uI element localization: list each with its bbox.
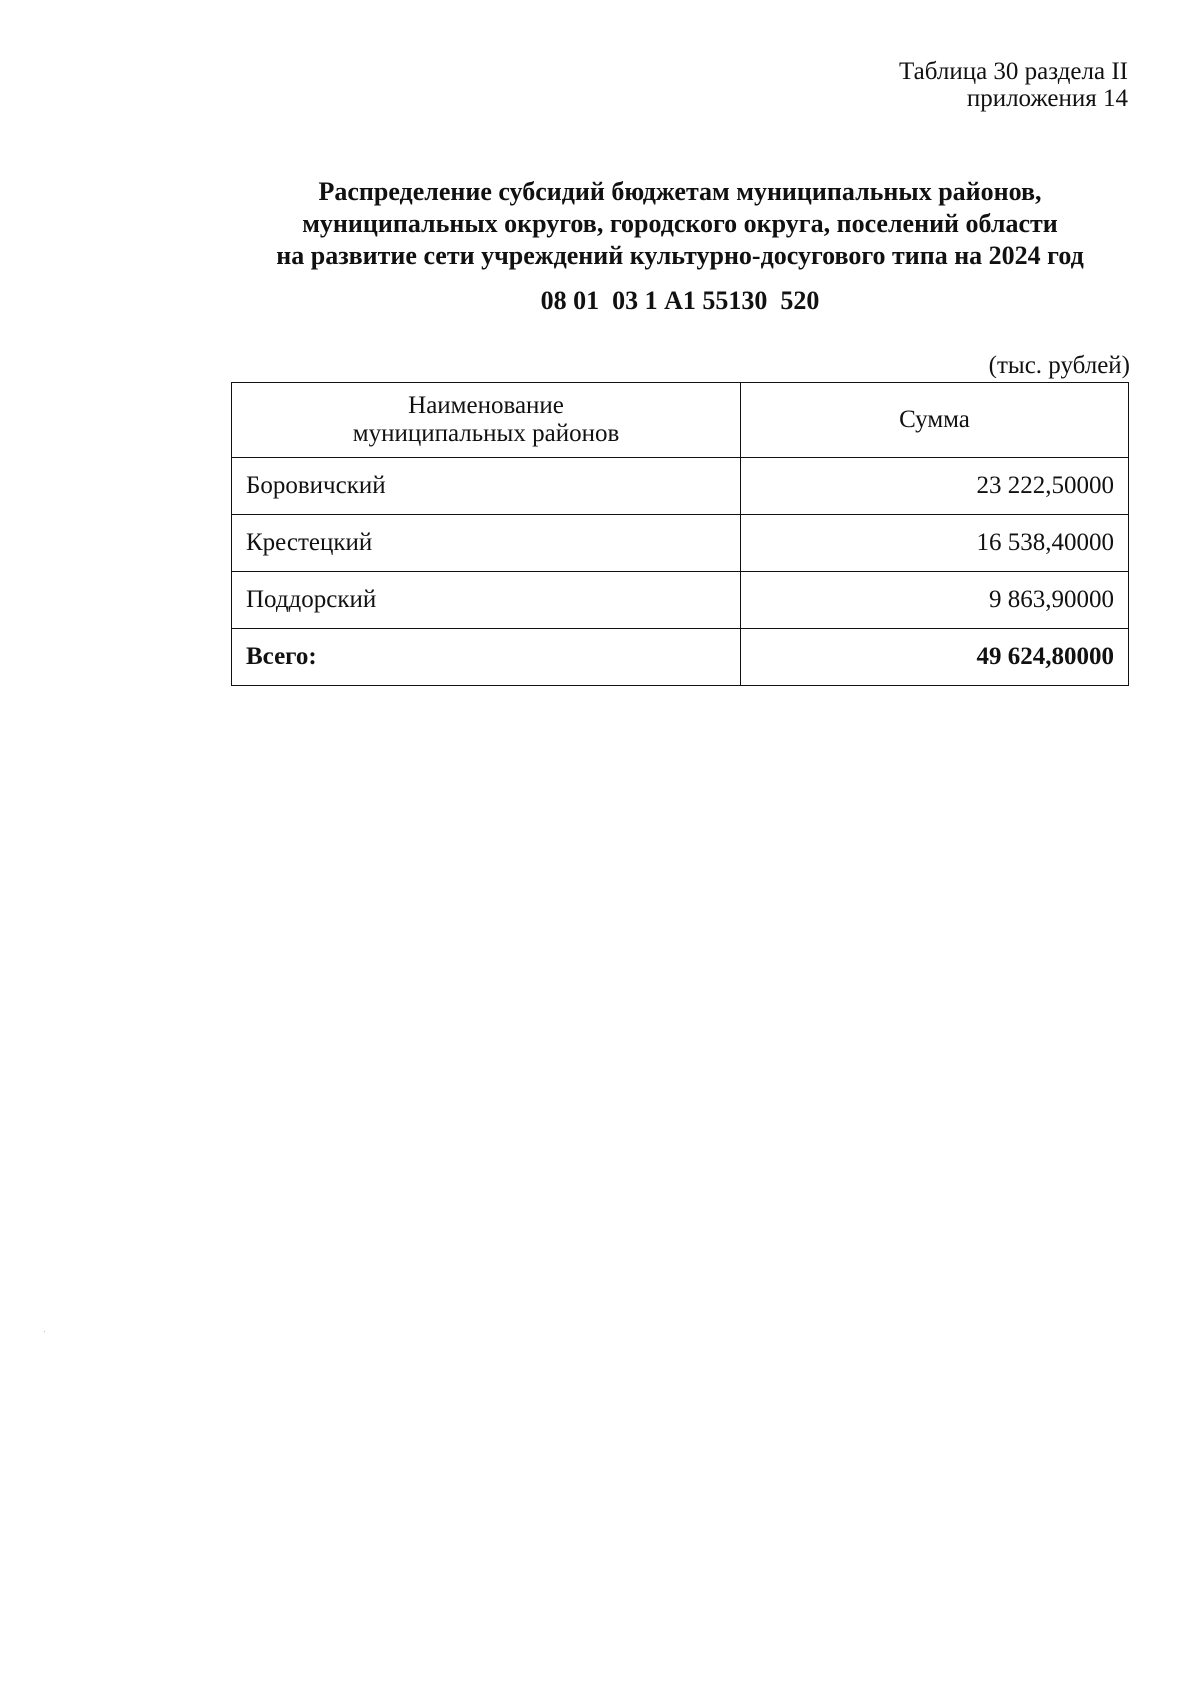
table-header-row xyxy=(232,383,1129,458)
title-line-2: муниципальных округов, городского округа, поселений области xyxy=(302,209,1058,238)
reference-line-2: приложения 14 xyxy=(966,85,1128,112)
header-sum: Сумма xyxy=(741,383,1129,458)
row-sum: 23 222,50000 xyxy=(741,458,1129,515)
title-line-3: на развитие сети учреждений культурно-досугового типа на 2024 год xyxy=(276,241,1084,270)
row-sum: 9 863,90000 xyxy=(741,572,1129,629)
document-title xyxy=(240,176,1120,272)
row-sum: 16 538,40000 xyxy=(741,515,1129,572)
header-name-line-1: Наименование xyxy=(408,392,564,419)
header-name-line-2: муниципальных районов xyxy=(352,420,620,447)
total-sum: 49 624,80000 xyxy=(741,629,1129,686)
table-row xyxy=(232,572,1129,629)
reference-line-1: Таблица 30 раздела II xyxy=(899,58,1128,85)
row-name: Поддорский xyxy=(232,572,741,629)
budget-classification-code: 08 01 03 1 А1 55130 520 xyxy=(540,286,820,315)
total-row xyxy=(232,629,1129,686)
table-reference xyxy=(899,58,1128,112)
scan-speck xyxy=(44,1331,45,1332)
table-row xyxy=(232,515,1129,572)
row-name: Боровичский xyxy=(232,458,741,515)
title-line-1: Распределение субсидий бюджетам муниципальных районов, xyxy=(318,177,1042,206)
distribution-table xyxy=(231,382,1129,686)
table-row xyxy=(232,458,1129,515)
row-name: Крестецкий xyxy=(232,515,741,572)
units-label: (тыс. рублей) xyxy=(988,352,1130,379)
header-name xyxy=(232,383,741,458)
total-label: Всего: xyxy=(232,629,741,686)
